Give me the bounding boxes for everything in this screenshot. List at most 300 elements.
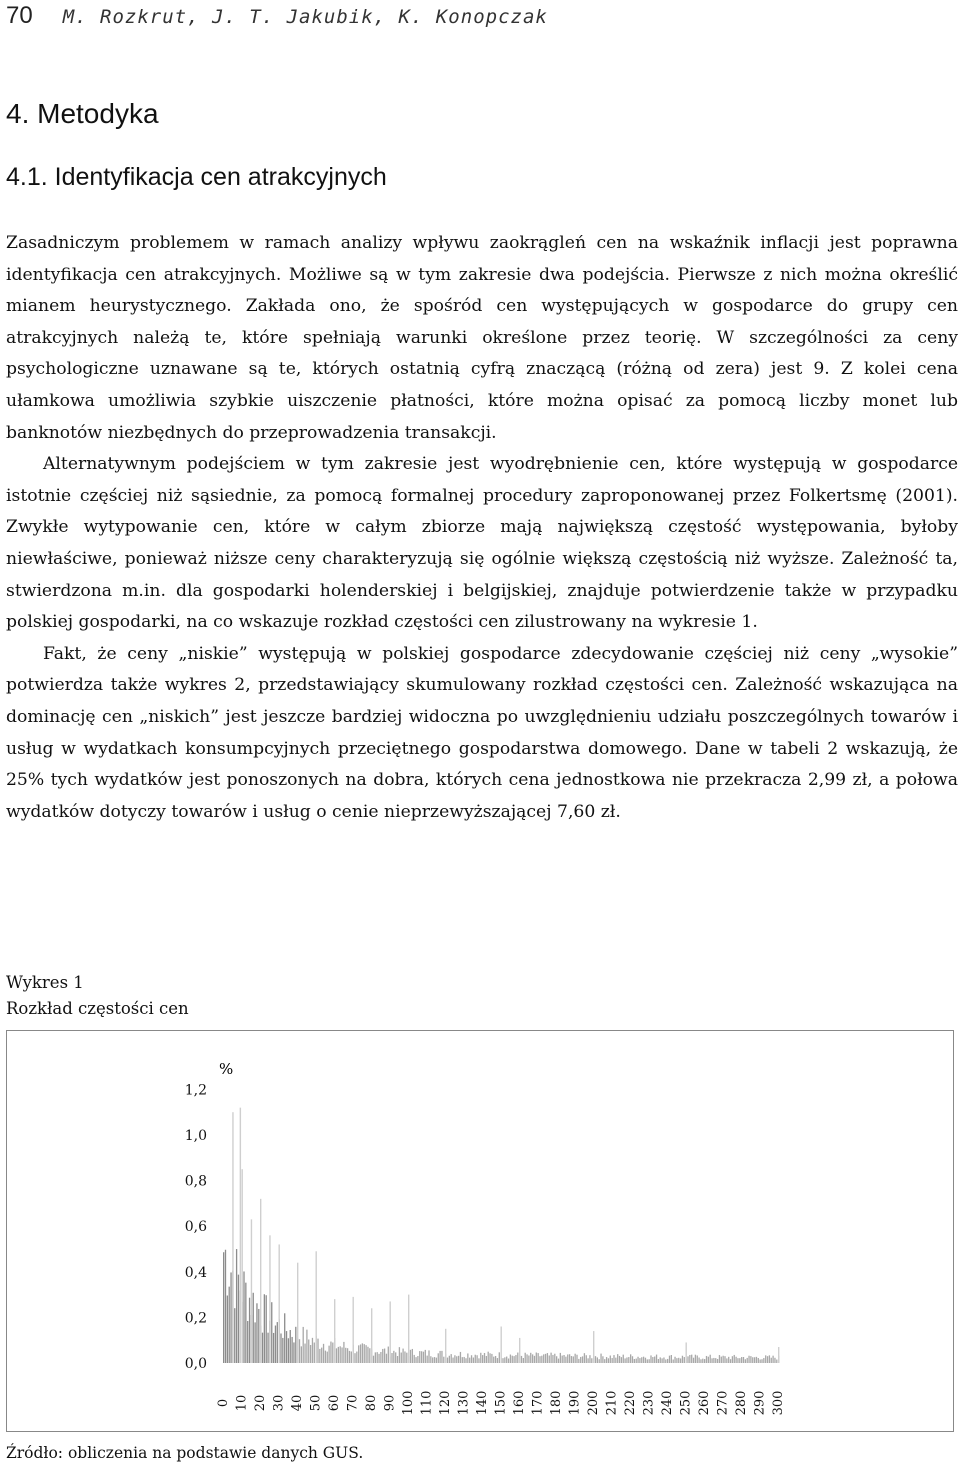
chart-bar bbox=[719, 1355, 720, 1363]
chart-bar bbox=[741, 1357, 742, 1363]
chart-bar bbox=[771, 1358, 772, 1363]
chart-bar bbox=[288, 1338, 289, 1363]
chart-bar bbox=[604, 1359, 605, 1363]
chart-bar bbox=[691, 1355, 692, 1363]
chart-spike-bar bbox=[242, 1169, 243, 1363]
chart-spike-bar bbox=[240, 1108, 241, 1363]
chart-frame bbox=[6, 1030, 954, 1432]
x-tick-label: 220 bbox=[623, 1390, 638, 1416]
chart-bar bbox=[521, 1356, 522, 1363]
chart-bar bbox=[417, 1356, 418, 1363]
chart-bar bbox=[330, 1342, 331, 1363]
chart-bar bbox=[410, 1350, 411, 1363]
chart-bar bbox=[515, 1355, 516, 1363]
chart-bar bbox=[541, 1356, 542, 1363]
chart-bar bbox=[636, 1359, 637, 1363]
chart-bar bbox=[393, 1351, 394, 1363]
chart-bar bbox=[284, 1313, 285, 1363]
chart-bar bbox=[767, 1356, 768, 1363]
chart-bar bbox=[617, 1354, 618, 1363]
chart-bar bbox=[341, 1347, 342, 1363]
chart-bar bbox=[575, 1354, 576, 1363]
chart-bar bbox=[286, 1331, 287, 1363]
chart-bar bbox=[734, 1355, 735, 1363]
x-tick-label: 210 bbox=[604, 1390, 620, 1416]
chart-bar bbox=[310, 1345, 311, 1363]
x-tick-label: 140 bbox=[475, 1390, 490, 1416]
chart-bar bbox=[347, 1348, 348, 1363]
chart-bar bbox=[565, 1357, 566, 1363]
chart-bar bbox=[452, 1358, 453, 1363]
chart-bar bbox=[414, 1355, 415, 1363]
chart-bar bbox=[538, 1353, 539, 1363]
x-tick-label: 300 bbox=[771, 1390, 786, 1416]
chart-bar bbox=[573, 1356, 574, 1363]
chart-bar bbox=[513, 1356, 514, 1363]
chart-bar bbox=[304, 1344, 305, 1363]
chart-bar bbox=[571, 1356, 572, 1363]
x-tick-label: 90 bbox=[382, 1394, 398, 1412]
chart-bar bbox=[234, 1308, 235, 1363]
chart-bar bbox=[486, 1356, 487, 1363]
chart-bar bbox=[267, 1333, 268, 1363]
x-tick-label: 10 bbox=[234, 1394, 250, 1412]
chart-bar bbox=[761, 1359, 762, 1363]
chart-bar bbox=[710, 1355, 711, 1363]
x-tick-label: 190 bbox=[567, 1390, 583, 1416]
chart-bar bbox=[473, 1358, 474, 1363]
x-tick-label: 180 bbox=[549, 1390, 564, 1416]
chart-bar bbox=[517, 1353, 518, 1363]
chart-bar bbox=[687, 1356, 688, 1363]
chart-bar bbox=[580, 1357, 581, 1363]
chart-bar bbox=[756, 1357, 757, 1363]
chart-bar bbox=[634, 1359, 635, 1363]
chart-bar bbox=[469, 1358, 470, 1363]
chart-bar bbox=[578, 1359, 579, 1363]
chart-bar bbox=[667, 1359, 668, 1363]
chart-bar bbox=[266, 1295, 267, 1363]
chart-bar bbox=[539, 1356, 540, 1363]
x-tick-labels bbox=[216, 1391, 786, 1416]
chart-bar bbox=[506, 1357, 507, 1363]
source-note: Źródło: obliczenia na podstawie danych GUS. bbox=[6, 1444, 364, 1462]
chart-bar bbox=[295, 1327, 296, 1363]
chart-bar bbox=[637, 1357, 638, 1363]
chart-bar bbox=[763, 1358, 764, 1363]
chart-bar bbox=[760, 1359, 761, 1363]
chart-bar bbox=[323, 1344, 324, 1363]
x-tick-label: 260 bbox=[697, 1390, 712, 1416]
chart-bar bbox=[471, 1355, 472, 1363]
chart-bar bbox=[661, 1358, 662, 1363]
chart-bar bbox=[619, 1356, 620, 1363]
chart-spike-bar bbox=[269, 1235, 270, 1363]
chart-bar bbox=[406, 1353, 407, 1363]
chart-bar bbox=[582, 1356, 583, 1363]
chart-bar bbox=[536, 1353, 537, 1363]
chart-bar bbox=[308, 1339, 309, 1363]
chart-bar bbox=[652, 1357, 653, 1363]
chart-bar bbox=[613, 1355, 614, 1363]
x-tick-label: 80 bbox=[364, 1394, 379, 1412]
chart-bar bbox=[776, 1360, 777, 1363]
chart-bar bbox=[717, 1359, 718, 1363]
chart-bar bbox=[225, 1250, 226, 1363]
y-tick-label: 1,0 bbox=[184, 1128, 207, 1144]
chart-bar bbox=[558, 1359, 559, 1363]
chart-bar bbox=[451, 1354, 452, 1363]
chart-bar bbox=[273, 1333, 274, 1363]
chart-bar bbox=[362, 1343, 363, 1363]
chart-bar bbox=[665, 1359, 666, 1363]
chart-bar bbox=[600, 1354, 601, 1363]
chart-bar bbox=[375, 1352, 376, 1363]
chart-bar bbox=[491, 1354, 492, 1363]
y-tick-label: 0,0 bbox=[184, 1356, 207, 1372]
chart-spike-bar bbox=[445, 1329, 446, 1363]
chart-bar bbox=[369, 1348, 370, 1363]
chart-bar bbox=[258, 1309, 259, 1363]
chart-bar bbox=[386, 1354, 387, 1363]
chart-bar bbox=[425, 1350, 426, 1363]
chart-bar bbox=[528, 1356, 529, 1363]
chart-bar bbox=[484, 1353, 485, 1363]
figure-caption: Rozkład częstości cen bbox=[6, 999, 189, 1018]
body-text bbox=[6, 228, 958, 828]
chart-bar bbox=[351, 1351, 352, 1363]
chart-bar bbox=[526, 1354, 527, 1363]
chart-bar bbox=[695, 1355, 696, 1363]
chart-bar bbox=[697, 1355, 698, 1363]
chart-bar bbox=[412, 1349, 413, 1363]
chart-bar bbox=[728, 1357, 729, 1363]
chart-bar bbox=[549, 1355, 550, 1363]
chart-bar bbox=[645, 1358, 646, 1363]
chart-bar bbox=[328, 1346, 329, 1363]
chart-bar bbox=[314, 1343, 315, 1363]
chart-bar bbox=[599, 1359, 600, 1363]
chart-bar bbox=[663, 1357, 664, 1363]
chart-bar bbox=[321, 1348, 322, 1363]
chart-bar bbox=[458, 1356, 459, 1363]
chart-bar bbox=[465, 1358, 466, 1363]
chart-spike-bar bbox=[353, 1297, 354, 1363]
x-tick-label: 160 bbox=[512, 1390, 527, 1416]
chart-bar bbox=[482, 1355, 483, 1363]
y-tick-label: 0,2 bbox=[184, 1310, 207, 1327]
bar-series bbox=[223, 1108, 779, 1363]
running-head: M. Rozkrut, J. T. Jakubik, K. Konopczak bbox=[62, 6, 548, 28]
chart-bar bbox=[689, 1355, 690, 1363]
chart-bar bbox=[562, 1356, 563, 1363]
chart-bar bbox=[365, 1345, 366, 1363]
chart-bar bbox=[475, 1355, 476, 1363]
x-tick-label: 200 bbox=[586, 1390, 601, 1416]
chart-bar bbox=[610, 1356, 611, 1363]
chart-bar bbox=[602, 1356, 603, 1363]
chart-bar bbox=[641, 1357, 642, 1363]
y-tick-label: 0,6 bbox=[184, 1219, 207, 1236]
chart-bar bbox=[700, 1359, 701, 1363]
chart-bar bbox=[254, 1322, 255, 1363]
chart-bar bbox=[262, 1333, 263, 1363]
chart-spike-bar bbox=[232, 1112, 233, 1363]
chart-bar bbox=[732, 1356, 733, 1363]
x-tick-label: 40 bbox=[290, 1394, 305, 1412]
chart-bar bbox=[739, 1358, 740, 1363]
chart-bar bbox=[312, 1338, 313, 1363]
chart-bar bbox=[253, 1293, 254, 1363]
chart-bar bbox=[277, 1322, 278, 1363]
chart-bar bbox=[715, 1358, 716, 1363]
chart-bar bbox=[556, 1356, 557, 1363]
chart-bar bbox=[384, 1349, 385, 1363]
chart-bar bbox=[441, 1351, 442, 1363]
chart-spike-bar bbox=[778, 1347, 779, 1363]
chart-bar bbox=[467, 1353, 468, 1363]
frequency-chart bbox=[7, 1031, 953, 1431]
chart-bar bbox=[726, 1358, 727, 1363]
chart-bar bbox=[552, 1355, 553, 1363]
chart-spike-bar bbox=[501, 1327, 502, 1363]
chart-bar bbox=[649, 1359, 650, 1363]
chart-bar bbox=[443, 1357, 444, 1363]
x-tick-label: 250 bbox=[678, 1390, 694, 1416]
chart-bar bbox=[303, 1327, 304, 1363]
y-tick-labels bbox=[185, 1082, 207, 1372]
chart-bar bbox=[439, 1351, 440, 1363]
chart-bar bbox=[708, 1357, 709, 1363]
chart-bar bbox=[597, 1357, 598, 1363]
x-tick-label: 110 bbox=[419, 1390, 435, 1416]
chart-bar bbox=[306, 1330, 307, 1363]
x-tick-label: 30 bbox=[271, 1394, 287, 1412]
chart-bar bbox=[724, 1356, 725, 1363]
chart-bar bbox=[525, 1353, 526, 1363]
chart-bar bbox=[404, 1351, 405, 1363]
chart-bar bbox=[750, 1356, 751, 1363]
chart-bar bbox=[532, 1354, 533, 1363]
chart-bar bbox=[436, 1358, 437, 1363]
chart-bar bbox=[608, 1358, 609, 1363]
chart-bar bbox=[630, 1354, 631, 1363]
chart-bar bbox=[423, 1352, 424, 1363]
chart-bar bbox=[543, 1354, 544, 1363]
chart-bar bbox=[497, 1358, 498, 1363]
chart-bar bbox=[560, 1353, 561, 1363]
chart-bar bbox=[508, 1358, 509, 1363]
paragraph: Fakt, że ceny „niskie” występują w polskiej gospodarce zdecydowanie częściej niż ceny „wysokie” potwierdza także wykres 2, przedstawiający skumulowany rozkład częstości cen. Zależność wskazująca na dominację cen „niskich” jest jeszcze bardziej widoczna po uwzględnieniu udziału poszczególnych towarów i usług w wydatkach konsumpcyjnych przeciętnego gospodarstwa domowego. Dane w tabeli 2 wskazują, że 25% tych wydatków jest ponoszonych na dobra, których cena jednostkowa nie przekracza 2,99 zł, a połowa wydatków dotyczy towarów i usług o cenie nieprzewyższającej 7,60 zł. bbox=[6, 643, 958, 822]
chart-bar bbox=[758, 1358, 759, 1363]
chart-bar bbox=[682, 1356, 683, 1363]
chart-bar bbox=[336, 1348, 337, 1363]
chart-bar bbox=[421, 1351, 422, 1363]
y-unit-label: % bbox=[219, 1060, 234, 1078]
chart-bar bbox=[647, 1359, 648, 1363]
paragraph: Alternatywnym podejściem w tym zakresie jest wyodrębnienie cen, które występują w gospodarce istotnie częściej niż sąsiednie, za pomocą formalnej procedury zaproponowanej przez Folkertsmę (2001). Zwykłe wytypowanie cen, które w całym zbiorze mają największą częstość występowania, byłoby niewłaściwe, ponieważ niższe ceny charakteryzują się ogólnie większą częstością niż wyższe. Zależność ta, stwierdzona m.in. dla gospodarki holenderskiej i belgijskiej, znajduje potwierdzenie także w przypadku polskiej gospodarki, na co wskazuje rozkład częstości cen zilustrowany na wykresie 1. bbox=[6, 454, 958, 633]
x-tick-label: 60 bbox=[327, 1394, 342, 1412]
chart-bar bbox=[569, 1354, 570, 1363]
chart-bar bbox=[530, 1353, 531, 1363]
chart-bar bbox=[676, 1358, 677, 1363]
chart-bar bbox=[671, 1355, 672, 1363]
x-tick-label: 0 bbox=[216, 1398, 231, 1408]
chart-bar bbox=[428, 1350, 429, 1363]
x-tick-label: 70 bbox=[345, 1394, 361, 1412]
chart-bar bbox=[247, 1321, 248, 1363]
chart-bar bbox=[378, 1354, 379, 1363]
chart-bar bbox=[730, 1359, 731, 1363]
chart-spike-bar bbox=[686, 1342, 687, 1363]
chart-bar bbox=[504, 1357, 505, 1363]
chart-bar bbox=[367, 1347, 368, 1363]
chart-bar bbox=[319, 1349, 320, 1363]
chart-bar bbox=[317, 1339, 318, 1363]
chart-bar bbox=[702, 1359, 703, 1363]
chart-bar bbox=[752, 1357, 753, 1363]
chart-bar bbox=[502, 1358, 503, 1363]
chart-bar bbox=[340, 1346, 341, 1363]
chart-bar bbox=[595, 1356, 596, 1363]
chart-bar bbox=[678, 1358, 679, 1363]
chart-bar bbox=[358, 1345, 359, 1363]
chart-bar bbox=[377, 1352, 378, 1363]
chart-bar bbox=[243, 1271, 244, 1363]
chart-bar bbox=[223, 1252, 224, 1363]
chart-bar bbox=[615, 1358, 616, 1363]
x-tick-label: 270 bbox=[715, 1390, 731, 1416]
chart-bar bbox=[493, 1357, 494, 1363]
y-tick-label: 0,8 bbox=[184, 1173, 207, 1190]
x-tick-label: 230 bbox=[641, 1390, 657, 1416]
chart-bar bbox=[456, 1356, 457, 1363]
chart-bar bbox=[245, 1283, 246, 1363]
chart-bar bbox=[693, 1358, 694, 1363]
y-tick-label: 0,4 bbox=[184, 1264, 207, 1281]
x-tick-label: 20 bbox=[253, 1394, 268, 1412]
chart-bar bbox=[327, 1352, 328, 1363]
chart-bar bbox=[432, 1357, 433, 1363]
chart-bar bbox=[563, 1355, 564, 1363]
page-header bbox=[6, 2, 946, 32]
chart-bar bbox=[282, 1338, 283, 1363]
chart-bar bbox=[280, 1333, 281, 1363]
chart-spike-bar bbox=[334, 1299, 335, 1363]
chart-bar bbox=[632, 1356, 633, 1363]
chart-bar bbox=[332, 1343, 333, 1363]
chart-bar bbox=[364, 1344, 365, 1363]
chart-bar bbox=[489, 1353, 490, 1363]
chart-bar bbox=[584, 1353, 585, 1363]
chart-bar bbox=[591, 1358, 592, 1363]
chart-bar bbox=[480, 1353, 481, 1363]
chart-bar bbox=[626, 1357, 627, 1363]
chart-bar bbox=[238, 1275, 239, 1363]
chart-spike-bar bbox=[251, 1219, 252, 1363]
chart-spike-bar bbox=[519, 1338, 520, 1363]
chart-bar bbox=[674, 1357, 675, 1363]
chart-bar bbox=[460, 1352, 461, 1363]
chart-bar bbox=[589, 1355, 590, 1363]
chart-bar bbox=[545, 1354, 546, 1363]
chart-bar bbox=[230, 1272, 231, 1363]
chart-bar bbox=[236, 1249, 237, 1363]
chart-bar bbox=[427, 1356, 428, 1363]
chart-spike-bar bbox=[390, 1301, 391, 1363]
chart-bar bbox=[354, 1353, 355, 1363]
chart-bar bbox=[399, 1347, 400, 1363]
x-tick-label: 240 bbox=[660, 1390, 675, 1416]
chart-bar bbox=[271, 1302, 272, 1363]
chart-bar bbox=[373, 1356, 374, 1363]
chart-bar bbox=[510, 1355, 511, 1363]
x-tick-label: 50 bbox=[308, 1394, 324, 1412]
x-tick-label: 170 bbox=[530, 1390, 546, 1416]
chart-bar bbox=[554, 1354, 555, 1363]
chart-bar bbox=[382, 1349, 383, 1363]
chart-bar bbox=[499, 1352, 500, 1363]
chart-bar bbox=[391, 1353, 392, 1363]
chart-bar bbox=[748, 1356, 749, 1363]
chart-bar bbox=[512, 1356, 513, 1363]
chart-bar bbox=[402, 1349, 403, 1363]
chart-bar bbox=[523, 1358, 524, 1363]
chart-spike-bar bbox=[371, 1308, 372, 1363]
chart-bar bbox=[650, 1355, 651, 1363]
chart-bar bbox=[660, 1357, 661, 1363]
chart-bar bbox=[299, 1339, 300, 1363]
chart-bar bbox=[419, 1351, 420, 1363]
chart-bar bbox=[397, 1356, 398, 1363]
chart-bar bbox=[743, 1357, 744, 1363]
chart-bar bbox=[343, 1342, 344, 1363]
chart-bar bbox=[704, 1359, 705, 1363]
chart-bar bbox=[349, 1351, 350, 1363]
chart-bar bbox=[462, 1357, 463, 1363]
chart-bar bbox=[438, 1353, 439, 1363]
chart-bar bbox=[747, 1358, 748, 1363]
chart-bar bbox=[434, 1357, 435, 1363]
chart-bar bbox=[723, 1356, 724, 1363]
chart-bar bbox=[606, 1357, 607, 1363]
chart-bar bbox=[447, 1358, 448, 1363]
chart-spike-bar bbox=[408, 1295, 409, 1363]
chart-bar bbox=[395, 1352, 396, 1363]
chart-bar bbox=[721, 1357, 722, 1363]
chart-spike-bar bbox=[297, 1263, 298, 1363]
chart-bar bbox=[684, 1357, 685, 1363]
x-tick-label: 100 bbox=[401, 1390, 416, 1416]
chart-bar bbox=[713, 1358, 714, 1363]
chart-bar bbox=[643, 1357, 644, 1363]
figure-label bbox=[6, 970, 189, 1022]
chart-bar bbox=[325, 1351, 326, 1363]
chart-spike-bar bbox=[260, 1199, 261, 1363]
chart-bar bbox=[388, 1347, 389, 1363]
chart-bar bbox=[488, 1352, 489, 1363]
chart-bar bbox=[464, 1357, 465, 1363]
chart-bar bbox=[754, 1357, 755, 1363]
chart-spike-bar bbox=[279, 1244, 280, 1363]
chart-bar bbox=[478, 1358, 479, 1363]
chart-bar bbox=[628, 1357, 629, 1363]
y-tick-label: 1,2 bbox=[184, 1082, 207, 1099]
chart-bar bbox=[338, 1347, 339, 1363]
chart-bar bbox=[737, 1358, 738, 1363]
chart-spike-bar bbox=[316, 1251, 317, 1363]
chart-bar bbox=[669, 1356, 670, 1363]
